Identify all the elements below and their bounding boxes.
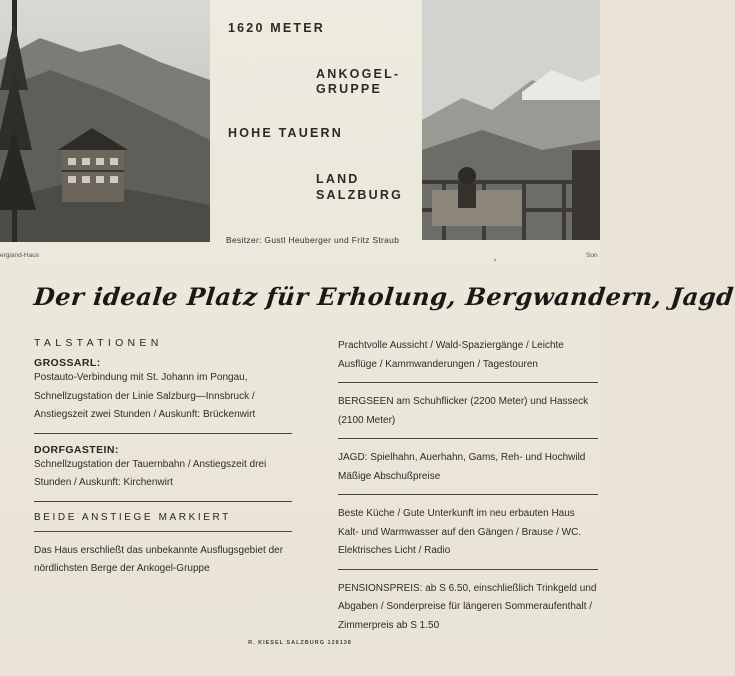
divider <box>34 531 292 532</box>
bergseen-text: BERGSEEN am Schuhflicker (2200 Meter) und Hasseck (2100 Meter) <box>338 396 589 426</box>
caption-right: Son <box>586 252 598 259</box>
terrace-view-illustration <box>422 0 600 240</box>
haus-text: Das Haus erschließt das unbekannte Ausflugsgebiet der nördlichsten Berge der Ankogel-Gruppe <box>34 544 284 574</box>
grossarl-text: Postauto-Verbindung mit St. Johann im Pongau, Schnellzugstation der Linie Salzburg—Innsbruck / Anstiegszeit zwei Stunden / Auskunft: Brückenwirt <box>34 372 256 420</box>
slogan-script: Der ideale Platz für Erholung, Bergwandern, Jagd <box>32 282 735 311</box>
divider <box>34 501 292 502</box>
mountain-hut-illustration <box>0 0 210 242</box>
salzburg-heading: SALZBURG <box>316 188 404 202</box>
dorfgastein-text: Schnellzugstation der Tauernbahn / Anstiegszeit drei Stunden / Auskunft: Kirchenwirt <box>34 458 267 488</box>
ankogel-heading-2: GRUPPE <box>316 82 382 96</box>
markiert-heading: BEIDE ANSTIEGE MARKIERT <box>34 511 231 523</box>
photo-terrace-view <box>422 0 600 240</box>
divider <box>34 433 292 434</box>
divider <box>338 438 598 439</box>
aussicht-text: Prachtvolle Aussicht / Wald-Spaziergänge / Leichte Ausflüge / Kammwanderungen / Tagestouren <box>338 340 564 370</box>
divider <box>338 382 598 383</box>
jagd-text: JAGD: Spielhahn, Auerhahn, Gams, Reh- und Hochwild Mäßige Abschußpreise <box>338 452 586 482</box>
pension-text: PENSIONSPREIS: ab S 6.50, einschließlich Trinkgeld und Abgaben / Sonderpreise für längeren Sommeraufenthalt / Zimmerpreis ab S 1.50 <box>338 582 597 631</box>
right-column <box>338 337 598 635</box>
land-heading: LAND <box>316 172 360 186</box>
talstationen-heading: TALSTATIONEN <box>34 337 163 349</box>
kueche-text: Beste Küche / Gute Unterkunft im neu erbauten Haus Kalt- und Warmwasser auf den Gängen / Brause / WC. Elektrisches Licht / Radio <box>338 508 582 556</box>
grossarl-heading: GROSSARL: <box>34 357 101 369</box>
altitude-heading: 1620 METER <box>228 21 326 35</box>
caption-left: ergland-Haus <box>0 252 40 259</box>
dorfgastein-heading: DORFGASTEIN: <box>34 443 119 456</box>
caption-mid-mark: ❜ <box>494 259 497 266</box>
hohe-tauern-heading: HOHE TAUERN <box>228 126 343 140</box>
divider <box>338 494 598 495</box>
photo-mountain-hut <box>0 0 210 242</box>
divider <box>338 569 598 570</box>
printer-imprint: R. KIESEL SALZBURG 128138 <box>248 640 352 646</box>
ankogel-heading-1: ANKOGEL- <box>316 67 401 81</box>
owners-line: Besitzer: Gustl Heuberger und Fritz Straub <box>226 235 400 245</box>
left-column <box>34 337 292 579</box>
